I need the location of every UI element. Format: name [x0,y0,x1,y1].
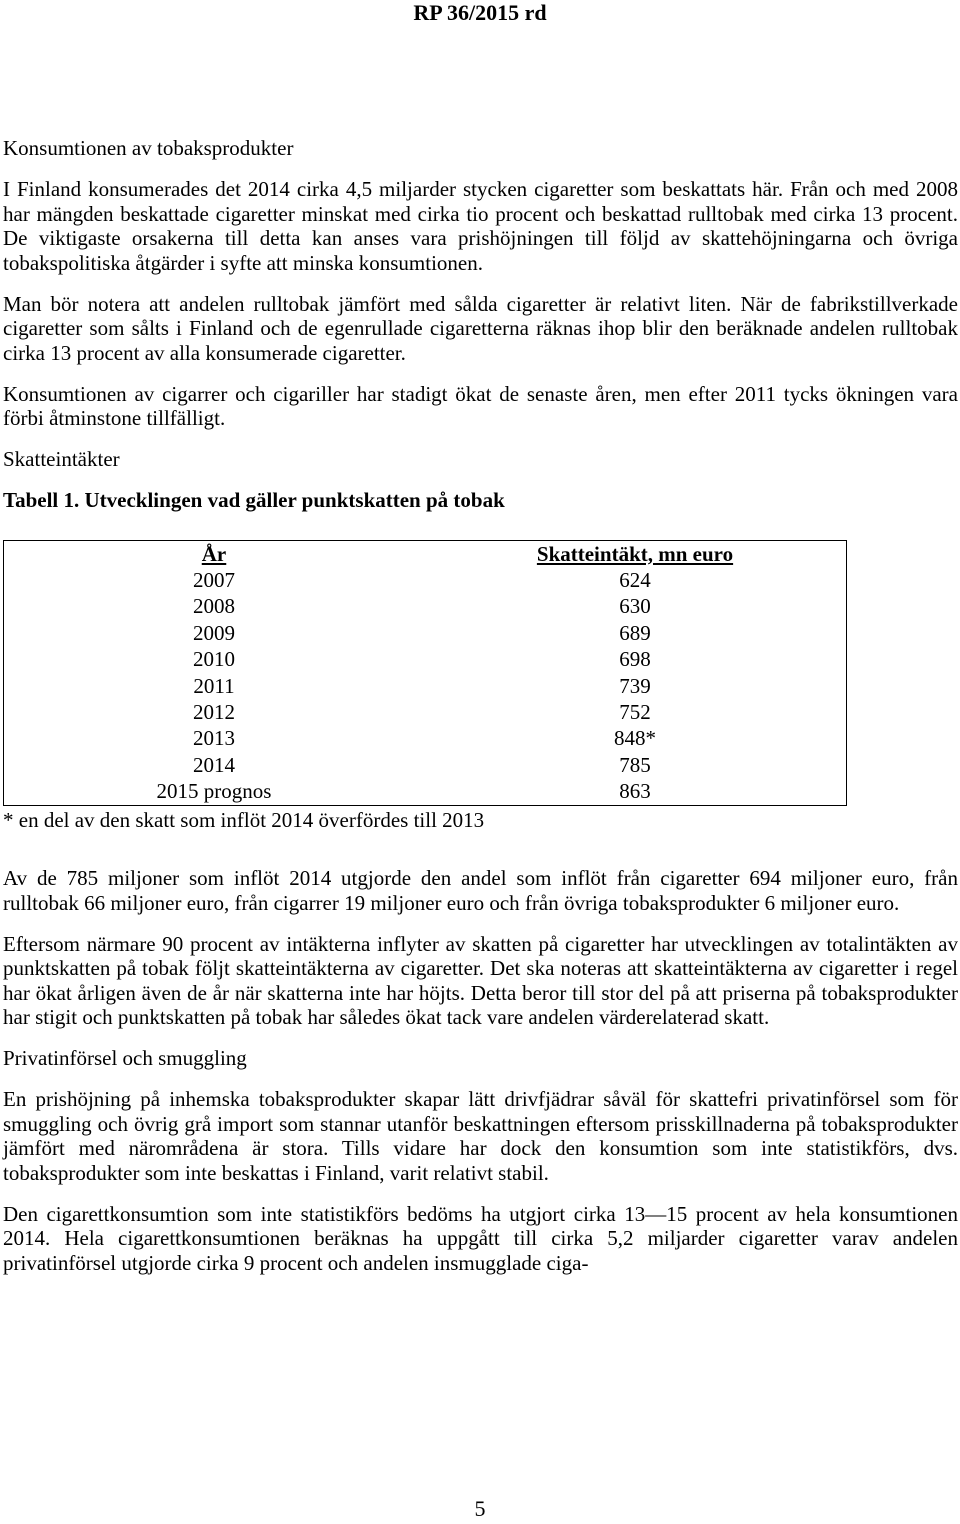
table-header-row [4,540,847,567]
revenue-cell: 752 [619,699,651,724]
table-row [4,620,847,646]
revenue-cell: 624 [619,567,651,592]
section-heading-import: Privatinförsel och smuggling [3,1046,247,1071]
section-heading-tax: Skatteintäkter [3,447,120,471]
paragraph: En prishöjning på inhemska tobaksprodukter skapar lätt drivfjädrar såväl för skattefri privatinförsel som för smuggling och övrig grå import som stannar utanför beskattningen eftersom prisskillnaderna på tobaksprodukter jämfört med närområdena är stora. Tills vidare har dock den konsumtion som inte statistikförs, dvs. tobaksprodukter som inte beskattas i Finland, varit relativt stabil. [3,1087,958,1185]
table-row [4,778,847,805]
table-row [4,699,847,725]
year-cell: 2010 [193,647,235,672]
year-cell: 2008 [193,594,235,619]
tax-revenue-table [3,540,847,806]
year-cell: 2014 [193,752,235,777]
paragraph: Eftersom närmare 90 procent av intäkterna inflyter av skatten på cigaretter har utvecklingen av totalintäkten av punktskatten på tobak följt skatteintäkterna av cigaretter. Det ska noteras att skatteintäkterna av cigaretter i regel har ökat årligen även de år när skatterna inte har höjts. Detta beror till stor del på att priserna på tobaksprodukter har stigit och punktskatten på tobak har således ökat tack vare andelen värderelaterad skatt. [3,931,958,1030]
year-cell: 2013 [193,726,235,751]
table-row [4,725,847,751]
revenue-cell: 689 [619,620,651,645]
year-cell: 2011 [193,673,235,698]
table-row [4,567,847,593]
year-cell: 2015 prognos [156,779,272,804]
revenue-cell: 848* [614,726,656,751]
column-header-revenue: Skatteintäkt, mn euro [536,541,734,566]
year-cell: 2007 [193,567,235,592]
paragraph: I Finland konsumerades det 2014 cirka 4,5 miljarder stycken cigaretter som beskattats här. Från och med 2008 har mängden beskattade cigaretter minskat med cirka tio procent och beskattad rulltobak med cirka 13 procent. De viktigaste orsakerna till detta kan anses vara prishöjningen till följd av skattehöjningarna och övriga tobakspolitiska åtgärder i syfte att minska konsumtionen. [3,177,958,275]
revenue-cell: 630 [619,594,651,619]
table-row [4,593,847,619]
table-row [4,752,847,778]
revenue-cell: 739 [619,673,651,698]
table-footnote: * en del av den skatt som inflöt 2014 överfördes till 2013 [3,807,485,832]
document-header: RP 36/2015 rd [413,0,547,25]
revenue-cell: 785 [619,752,651,777]
document-body [3,136,958,1292]
revenue-cell: 863 [619,779,651,804]
paragraph: Av de 785 miljoner som inflöt 2014 utgjorde den andel som inflöt från cigaretter 694 miljoner euro, från rulltobak 66 miljoner euro, från cigarrer 19 miljoner euro och från övriga tobaksprodukter 6 miljoner euro. [3,866,958,915]
column-header-year: År [201,541,227,566]
table-row [4,646,847,672]
page-number: 5 [474,1496,486,1521]
table-row [4,673,847,699]
revenue-cell: 698 [619,647,651,672]
paragraph: Konsumtionen av cigarrer och cigariller har stadigt ökat de senaste åren, men efter 2011 tycks ökningen vara förbi åtminstone tillfälligt. [3,381,958,430]
year-cell: 2009 [193,620,235,645]
section-heading-consumption: Konsumtionen av tobaksprodukter [3,136,294,160]
paragraph: Man bör notera att andelen rulltobak jämfört med sålda cigaretter är relativt liten. När de fabrikstillverkade cigaretter som sålts i Finland och de egenrullade cigaretterna räknas ihop blir den beräknade andelen rulltobak cirka 13 procent av alla konsumerade cigaretter. [3,291,958,365]
year-cell: 2012 [193,699,235,724]
paragraph: Den cigarettkonsumtion som inte statistikförs bedöms ha utgjort cirka 13—15 procent av hela konsumtionen 2014. Hela cigarettkonsumtionen beräknas ha uppgått till cirka 5,2 miljarder cigaretter varav andelen privatinförsel utgjorde cirka 9 procent och andelen insmugglade ciga- [3,1201,958,1275]
table-title: Tabell 1. Utvecklingen vad gäller punktskatten på tobak [3,488,505,512]
